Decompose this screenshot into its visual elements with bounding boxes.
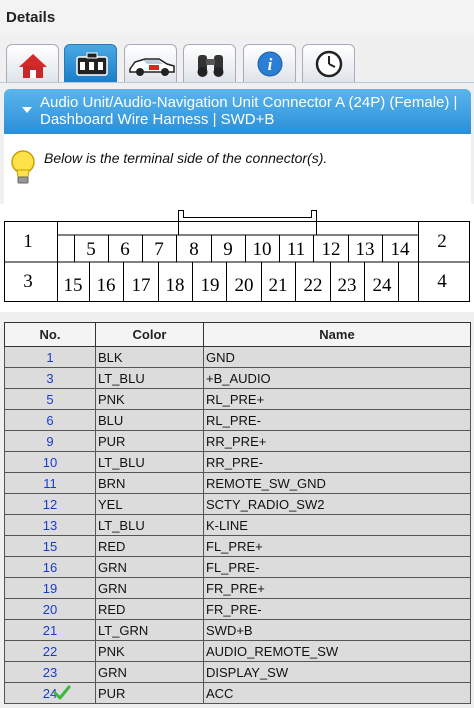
table-row[interactable] [5, 599, 471, 620]
pin-label: 20 [234, 275, 254, 296]
info-text: Below is the terminal side of the connector(s). [44, 150, 328, 166]
table-header-row [5, 323, 471, 347]
pin-number[interactable]: 6 [5, 410, 96, 431]
wire-color: GRN [96, 578, 204, 599]
signal-name: FL_PRE+ [204, 536, 471, 557]
signal-name: SCTY_RADIO_SW2 [204, 494, 471, 515]
pin-label: 13 [355, 239, 375, 260]
info-panel [4, 134, 471, 204]
wire-color: GRN [96, 662, 204, 683]
pin-number[interactable]: 10 [5, 452, 96, 473]
tab-vehicle[interactable] [124, 44, 177, 82]
car-icon [125, 45, 178, 83]
signal-name: AUDIO_REMOTE_SW [204, 641, 471, 662]
signal-name: RL_PRE- [204, 410, 471, 431]
pin-label: 5 [86, 239, 96, 260]
pin-number[interactable]: 19 [5, 578, 96, 599]
signal-name: FL_PRE- [204, 557, 471, 578]
pin-label: 16 [96, 275, 116, 296]
details-header [0, 0, 474, 37]
table-row[interactable] [5, 557, 471, 578]
wire-color: YEL [96, 494, 204, 515]
pin-label: 17 [131, 275, 151, 296]
table-row[interactable] [5, 662, 471, 683]
lightbulb-icon [8, 148, 38, 188]
house-icon [7, 45, 60, 83]
pin-number[interactable]: 22 [5, 641, 96, 662]
collapse-arrow-icon[interactable] [22, 107, 32, 113]
signal-name: RR_PRE+ [204, 431, 471, 452]
table-row[interactable] [5, 410, 471, 431]
pin-label: 12 [321, 239, 341, 260]
header-title: Details [6, 9, 56, 26]
pin-label: 3 [23, 271, 33, 292]
signal-name: K-LINE [204, 515, 471, 536]
pin-number[interactable]: 24 [42, 685, 58, 701]
table-row[interactable] [5, 578, 471, 599]
pin-label: 24 [372, 275, 392, 296]
tab-location[interactable] [6, 44, 59, 82]
checkmark-icon [53, 685, 71, 701]
tab-info[interactable] [243, 44, 296, 82]
connector-diagram [0, 204, 474, 312]
pin-label: 19 [200, 275, 220, 296]
pin-number-cell[interactable] [5, 683, 96, 704]
wire-color: PNK [96, 641, 204, 662]
connector-title-bar[interactable] [4, 89, 471, 134]
wire-color: PUR [96, 431, 204, 452]
wire-color: LT_BLU [96, 452, 204, 473]
connector-icon [65, 45, 118, 83]
pin-number[interactable]: 13 [5, 515, 96, 536]
pin-label: 21 [268, 275, 288, 296]
pin-label: 18 [165, 275, 185, 296]
pin-label: 14 [390, 239, 410, 260]
table-row[interactable] [5, 515, 471, 536]
pin-label: 8 [189, 239, 199, 260]
table-row[interactable] [5, 389, 471, 410]
pin-table [4, 322, 471, 704]
signal-name: REMOTE_SW_GND [204, 473, 471, 494]
pin-number[interactable]: 5 [5, 389, 96, 410]
pin-number[interactable]: 9 [5, 431, 96, 452]
pin-label: 9 [223, 239, 233, 260]
header-no[interactable]: No. [5, 323, 96, 347]
pin-label: 1 [23, 231, 33, 252]
tab-bar [0, 36, 474, 83]
pin-number[interactable]: 11 [5, 473, 96, 494]
signal-name: DISPLAY_SW [204, 662, 471, 683]
pin-label: 23 [337, 275, 357, 296]
wire-color: PNK [96, 389, 204, 410]
table-row[interactable] [5, 620, 471, 641]
pin-label: 10 [252, 239, 272, 260]
pin-number[interactable]: 23 [5, 662, 96, 683]
header-color[interactable]: Color [96, 323, 204, 347]
tab-connector[interactable] [64, 44, 117, 82]
wire-color: RED [96, 599, 204, 620]
wire-color: BRN [96, 473, 204, 494]
wire-color: LT_BLU [96, 515, 204, 536]
pin-label: 6 [120, 239, 130, 260]
signal-name: RL_PRE+ [204, 389, 471, 410]
wire-color: LT_GRN [96, 620, 204, 641]
clock-icon [303, 45, 356, 83]
info-icon [244, 45, 297, 83]
wire-color: LT_BLU [96, 368, 204, 389]
pin-label: 4 [437, 271, 447, 292]
binoculars-icon [184, 45, 237, 83]
svg-text:i: i [267, 55, 273, 74]
wire-color: RED [96, 536, 204, 557]
wire-color: BLK [96, 347, 204, 368]
pin-number[interactable]: 16 [5, 557, 96, 578]
pin-label: 11 [286, 239, 306, 260]
signal-name: FR_PRE+ [204, 578, 471, 599]
table-row[interactable] [5, 683, 471, 704]
table-row[interactable] [5, 431, 471, 452]
signal-name: RR_PRE- [204, 452, 471, 473]
table-row[interactable] [5, 452, 471, 473]
pin-number[interactable]: 20 [5, 599, 96, 620]
header-name[interactable]: Name [204, 323, 471, 347]
signal-name: GND [204, 347, 471, 368]
pin-number[interactable]: 12 [5, 494, 96, 515]
table-row[interactable] [5, 368, 471, 389]
table-row[interactable] [5, 347, 471, 368]
table-row[interactable] [5, 536, 471, 557]
wire-color: GRN [96, 557, 204, 578]
pin-label: 22 [303, 275, 323, 296]
connector-title: Audio Unit/Audio-Navigation Unit Connector A (24P) (Female) | Dashboard Wire Harness | SWD+B [40, 94, 458, 128]
tab-history[interactable] [302, 44, 355, 82]
pin-number[interactable]: 1 [5, 347, 96, 368]
tab-locate[interactable] [183, 44, 236, 82]
table-row[interactable] [5, 494, 471, 515]
pin-number[interactable]: 3 [5, 368, 96, 389]
wire-color: BLU [96, 410, 204, 431]
table-row[interactable] [5, 641, 471, 662]
signal-name: +B_AUDIO [204, 368, 471, 389]
pin-label: 2 [437, 231, 447, 252]
pin-number[interactable]: 15 [5, 536, 96, 557]
signal-name: ACC [204, 683, 471, 704]
signal-name: FR_PRE- [204, 599, 471, 620]
signal-name: SWD+B [204, 620, 471, 641]
wire-color: PUR [96, 683, 204, 704]
pin-number[interactable]: 21 [5, 620, 96, 641]
pin-label: 15 [63, 275, 83, 296]
pin-label: 7 [154, 239, 164, 260]
table-row[interactable] [5, 473, 471, 494]
